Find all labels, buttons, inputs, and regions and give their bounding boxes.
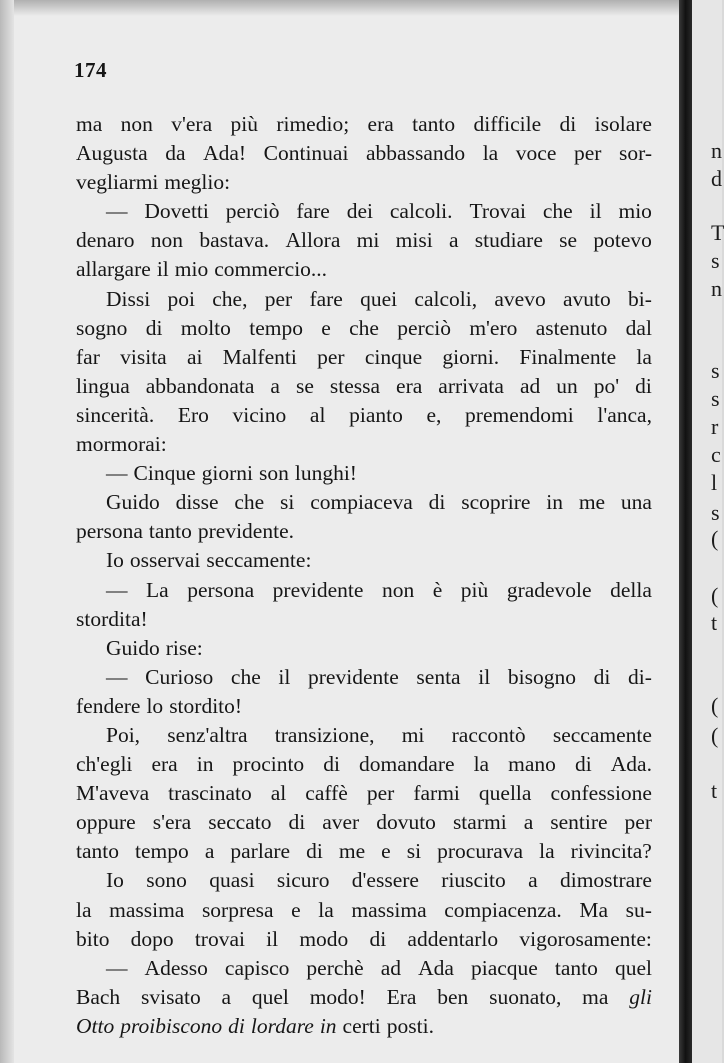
text-line — [76, 372, 652, 401]
word: in — [196, 752, 214, 777]
adjacent-page-letter: ( — [711, 723, 719, 748]
word: tanto — [412, 112, 456, 136]
word: e — [381, 839, 391, 864]
text-line — [76, 343, 652, 372]
word: che — [542, 199, 573, 224]
word: il — [478, 664, 491, 689]
word: domandare — [359, 752, 455, 777]
word: — — [106, 199, 128, 224]
word: era — [151, 752, 178, 777]
adjacent-page-letter: ( — [711, 583, 719, 608]
word: sor- — [618, 141, 652, 166]
word: mi — [356, 228, 380, 253]
word: bisogno — [507, 664, 576, 689]
word: previdente. — [197, 519, 294, 544]
word: commercio... — [214, 257, 328, 282]
word: in — [546, 490, 564, 515]
word: della — [610, 577, 652, 602]
word: dei — [346, 199, 373, 224]
word: che — [234, 490, 265, 515]
text-line — [76, 576, 652, 605]
word: a — [448, 228, 459, 253]
word: di — [369, 926, 387, 951]
text-line — [76, 1012, 652, 1041]
word: dopo — [130, 926, 174, 951]
word: bastava. — [199, 228, 270, 253]
word: lunghi! — [294, 461, 357, 486]
word: rise: — [165, 635, 203, 660]
word: vicino — [232, 402, 287, 427]
word: massima — [351, 897, 427, 922]
word: aver — [322, 810, 360, 835]
word: Allora — [285, 228, 341, 253]
word: denaro — [76, 228, 135, 253]
word: seccamente: — [206, 548, 312, 573]
word: se — [559, 228, 578, 253]
word: dovuto — [376, 810, 436, 835]
word: meglio: — [164, 170, 231, 195]
word: ai — [187, 344, 203, 369]
word: pianto — [349, 402, 403, 427]
word: modo! — [309, 984, 366, 1009]
word: abbassando — [366, 141, 466, 166]
adjacent-page-letter: t — [711, 610, 718, 635]
word: dal — [625, 315, 652, 340]
word: Bach — [76, 984, 121, 1009]
word: Dissi — [106, 286, 151, 311]
word: era — [367, 112, 394, 136]
text-line — [76, 663, 652, 692]
word: mio — [618, 199, 652, 224]
word: riuscito — [441, 868, 506, 893]
word: addentarlo — [407, 926, 499, 951]
word: tempo — [135, 839, 189, 864]
word: vigorosamente: — [519, 926, 652, 951]
word: certi — [342, 1013, 381, 1038]
word: calcoli, — [414, 286, 478, 311]
word: Augusta — [76, 141, 148, 166]
adjacent-page-letter: n — [711, 276, 722, 301]
word: tanto — [76, 839, 119, 864]
word: ad — [380, 955, 402, 980]
text-line — [76, 808, 652, 837]
word: da — [165, 141, 186, 166]
word: M'aveva — [76, 781, 150, 806]
word: seccato — [208, 810, 272, 835]
word: quel — [251, 984, 289, 1009]
word: per — [366, 781, 395, 806]
adjacent-page-letter: ( — [711, 526, 719, 551]
word: Ero — [177, 402, 209, 427]
word: per — [573, 141, 602, 166]
word: transizione, — [274, 722, 375, 747]
word: che, — [212, 286, 248, 311]
adjacent-page-letter: s — [711, 358, 720, 383]
word: Poi, — [106, 722, 141, 747]
word: è — [432, 577, 443, 602]
word: non — [381, 577, 415, 602]
word: arrivata — [438, 373, 504, 398]
word: tanto — [148, 519, 192, 544]
word: di — [288, 810, 306, 835]
word: allargare — [76, 257, 151, 282]
word: modo — [299, 926, 349, 951]
word: Continuai — [263, 141, 349, 166]
word: quel — [614, 955, 652, 980]
word: confessione — [550, 781, 652, 806]
word: a — [221, 984, 232, 1009]
word: proibiscono — [120, 1013, 223, 1038]
word: visita — [120, 344, 167, 369]
text-line — [76, 750, 652, 779]
text-line — [76, 285, 652, 314]
word: era — [396, 373, 423, 398]
text-line — [76, 925, 652, 954]
word: ma — [76, 112, 103, 136]
word: — — [106, 461, 128, 486]
word: Curioso — [145, 664, 214, 689]
word: di — [323, 752, 340, 777]
word: senz'altra — [167, 722, 248, 747]
adjacent-page-letter: s — [711, 500, 720, 525]
word: perchè — [306, 955, 364, 980]
word: dimostrare — [559, 868, 652, 893]
word: e, — [426, 402, 442, 427]
word: persona — [76, 519, 143, 544]
word: il — [156, 257, 169, 282]
word: l'anca, — [597, 402, 652, 427]
adjacent-page-letter: t — [711, 778, 718, 803]
word: fendere — [76, 693, 141, 718]
word: la — [473, 752, 490, 777]
word: — — [106, 577, 128, 602]
adjacent-page-letter: ( — [711, 693, 719, 718]
text-line — [76, 517, 652, 546]
word: osservai — [129, 548, 201, 573]
word: compiaceva — [310, 490, 413, 515]
text-line — [76, 168, 652, 197]
text-line — [76, 692, 652, 721]
word: Ada. — [610, 752, 652, 777]
adjacent-page-edge — [692, 0, 722, 1063]
word: non — [150, 228, 184, 253]
word: tempo — [249, 315, 303, 340]
adjacent-page-letter: l — [711, 470, 718, 495]
word: di — [559, 112, 577, 136]
word: astenuto — [535, 315, 608, 340]
word: su- — [625, 897, 652, 922]
text-line — [76, 634, 652, 663]
adjacent-page-letter: d — [711, 166, 722, 191]
text-line — [76, 866, 652, 895]
word: di — [145, 315, 163, 340]
word: più — [230, 112, 258, 136]
page-number: 174 — [74, 58, 107, 82]
word: capisco — [224, 955, 290, 980]
word: per — [624, 810, 652, 835]
word: Guido — [106, 635, 160, 660]
text-line — [76, 605, 652, 634]
text-line — [76, 721, 652, 750]
word: di — [228, 1013, 245, 1038]
word: si — [280, 490, 295, 515]
word: rivincita? — [570, 839, 652, 864]
word: raccontò — [451, 722, 526, 747]
text-line — [76, 779, 652, 808]
word: procinto — [232, 752, 305, 777]
word: bito — [76, 926, 110, 951]
word: Dovetti — [144, 199, 209, 224]
word: bi- — [628, 286, 652, 311]
word: me — [578, 490, 606, 515]
word: difficile — [473, 112, 542, 136]
word: e — [291, 897, 301, 922]
text-line — [76, 546, 652, 575]
word: v'era — [171, 112, 213, 136]
word: stessa — [329, 373, 381, 398]
word: per — [264, 286, 293, 311]
word: parlare — [230, 839, 291, 864]
word: avevo — [494, 286, 546, 311]
word: quella — [478, 781, 532, 806]
adjacent-page-letter: T — [711, 220, 724, 245]
word: svisato — [140, 984, 201, 1009]
word: posti. — [386, 1013, 434, 1038]
word: me — [338, 839, 366, 864]
word: son — [258, 461, 289, 486]
word: sentire — [550, 810, 608, 835]
word: voce — [515, 141, 557, 166]
word: isolare — [594, 112, 652, 136]
word: po' — [593, 373, 620, 398]
word: quasi — [209, 868, 255, 893]
adjacent-page-letter: c — [711, 442, 721, 467]
text-line — [76, 983, 652, 1012]
word: cinque — [364, 344, 423, 369]
word: molto — [180, 315, 231, 340]
word: Ada — [418, 955, 454, 980]
word: calcoli. — [389, 199, 453, 224]
word: il — [266, 926, 279, 951]
word: Adesso — [144, 955, 208, 980]
word: ad — [519, 373, 541, 398]
word: a — [204, 839, 215, 864]
word: rimedio; — [276, 112, 350, 136]
word: lingua — [76, 373, 130, 398]
word: di — [635, 373, 652, 398]
word: per — [317, 344, 345, 369]
word: Ada! — [203, 141, 247, 166]
text-line — [76, 226, 652, 255]
word: perciò — [225, 199, 280, 224]
word: disse — [175, 490, 219, 515]
word: al — [270, 781, 287, 806]
word: persona — [187, 577, 255, 602]
word: di — [593, 664, 611, 689]
word: che — [230, 664, 261, 689]
word: studiare — [474, 228, 543, 253]
word: sono — [146, 868, 187, 893]
word: avuto — [562, 286, 611, 311]
word: poi — [167, 286, 195, 311]
word: lordare — [250, 1013, 314, 1038]
word: s'era — [152, 810, 192, 835]
word: mano — [508, 752, 556, 777]
word: suonato, — [489, 984, 562, 1009]
word: lo — [146, 693, 164, 718]
text-line — [76, 197, 652, 226]
word: d'essere — [351, 868, 419, 893]
word: Ma — [579, 897, 609, 922]
word: giorni — [201, 461, 253, 486]
word: Guido — [106, 490, 160, 515]
text-line — [76, 896, 652, 925]
word: misi — [395, 228, 433, 253]
word: fare — [296, 199, 330, 224]
word: mi — [401, 722, 425, 747]
text-line — [76, 110, 652, 139]
word: oppure — [76, 810, 136, 835]
word: Io — [106, 548, 124, 573]
word: Otto — [76, 1013, 115, 1038]
word: gli — [629, 984, 652, 1009]
word: previdente — [308, 664, 399, 689]
word: stordita! — [76, 606, 148, 631]
text-line — [76, 139, 652, 168]
word: la — [482, 141, 499, 166]
text-line — [76, 401, 652, 430]
word: stordito! — [169, 693, 243, 718]
word: caffè — [305, 781, 348, 806]
word: la — [636, 344, 652, 369]
word: trovai — [194, 926, 245, 951]
word: al — [309, 402, 326, 427]
text-line — [76, 954, 652, 983]
word: farmi — [413, 781, 460, 806]
word: senta — [416, 664, 461, 689]
word: sicuro — [276, 868, 330, 893]
word: la — [76, 897, 92, 922]
word: fare — [309, 286, 343, 311]
word: Era — [386, 984, 417, 1009]
word: starmi — [452, 810, 507, 835]
word: m'ero — [469, 315, 518, 340]
word: procurava — [437, 839, 524, 864]
word: sincerità. — [76, 402, 155, 427]
word: vegliarmi — [76, 170, 159, 195]
word: Malfenti — [222, 344, 297, 369]
word: mormorai: — [76, 432, 167, 457]
text-line — [76, 255, 652, 284]
word: la — [318, 897, 334, 922]
word: Io — [106, 868, 124, 893]
text-line — [76, 459, 652, 488]
word: mio — [174, 257, 209, 282]
word: sogno — [76, 315, 128, 340]
word: previdente — [272, 577, 364, 602]
word: scoprire — [461, 490, 531, 515]
word: il — [278, 664, 291, 689]
word: Finalmente — [519, 344, 617, 369]
text-line — [76, 430, 652, 459]
word: quei — [360, 286, 398, 311]
word: un — [556, 373, 578, 398]
word: in — [319, 1013, 337, 1038]
word: una — [620, 490, 652, 515]
word: — — [106, 664, 128, 689]
word: che — [349, 315, 379, 340]
word: piacque — [470, 955, 538, 980]
word: se — [295, 373, 314, 398]
word: Cinque — [133, 461, 196, 486]
adjacent-page-letter: s — [711, 386, 720, 411]
text-line — [76, 314, 652, 343]
word: e — [321, 315, 331, 340]
word: di- — [628, 664, 652, 689]
left-gutter-shadow — [0, 0, 14, 1063]
word: di — [306, 839, 323, 864]
word: massima — [109, 897, 185, 922]
word: ma — [582, 984, 609, 1009]
word: la — [539, 839, 555, 864]
word: si — [406, 839, 422, 864]
body-text — [76, 110, 652, 1041]
word: sorpresa — [201, 897, 274, 922]
word: trascinato — [168, 781, 252, 806]
book-spine — [679, 0, 692, 1063]
text-line — [76, 488, 652, 517]
word: far — [76, 344, 100, 369]
word: seccamente — [552, 722, 652, 747]
adjacent-page-letter: s — [711, 248, 720, 273]
word: giorni. — [442, 344, 500, 369]
word: più — [460, 577, 489, 602]
word: premendomi — [465, 402, 574, 427]
word: a — [270, 373, 280, 398]
word: perciò — [397, 315, 452, 340]
word: non — [120, 112, 153, 136]
word: a — [528, 868, 538, 893]
word: Trovai — [469, 199, 526, 224]
word: di — [574, 752, 592, 777]
adjacent-page-letter: r — [711, 414, 719, 439]
word: a — [523, 810, 534, 835]
word: compiacenza. — [444, 897, 562, 922]
word: abbandonata — [145, 373, 255, 398]
adjacent-page-letter: n — [711, 138, 722, 163]
word: gradevole — [506, 577, 592, 602]
word: tanto — [554, 955, 598, 980]
word: ben — [437, 984, 469, 1009]
word: il — [589, 199, 602, 224]
word: — — [106, 955, 128, 980]
word: La — [146, 577, 169, 602]
text-line — [76, 837, 652, 866]
top-shadow — [0, 0, 722, 16]
word: ch'egli — [76, 752, 133, 777]
word: potevo — [593, 228, 652, 253]
word: di — [428, 490, 446, 515]
